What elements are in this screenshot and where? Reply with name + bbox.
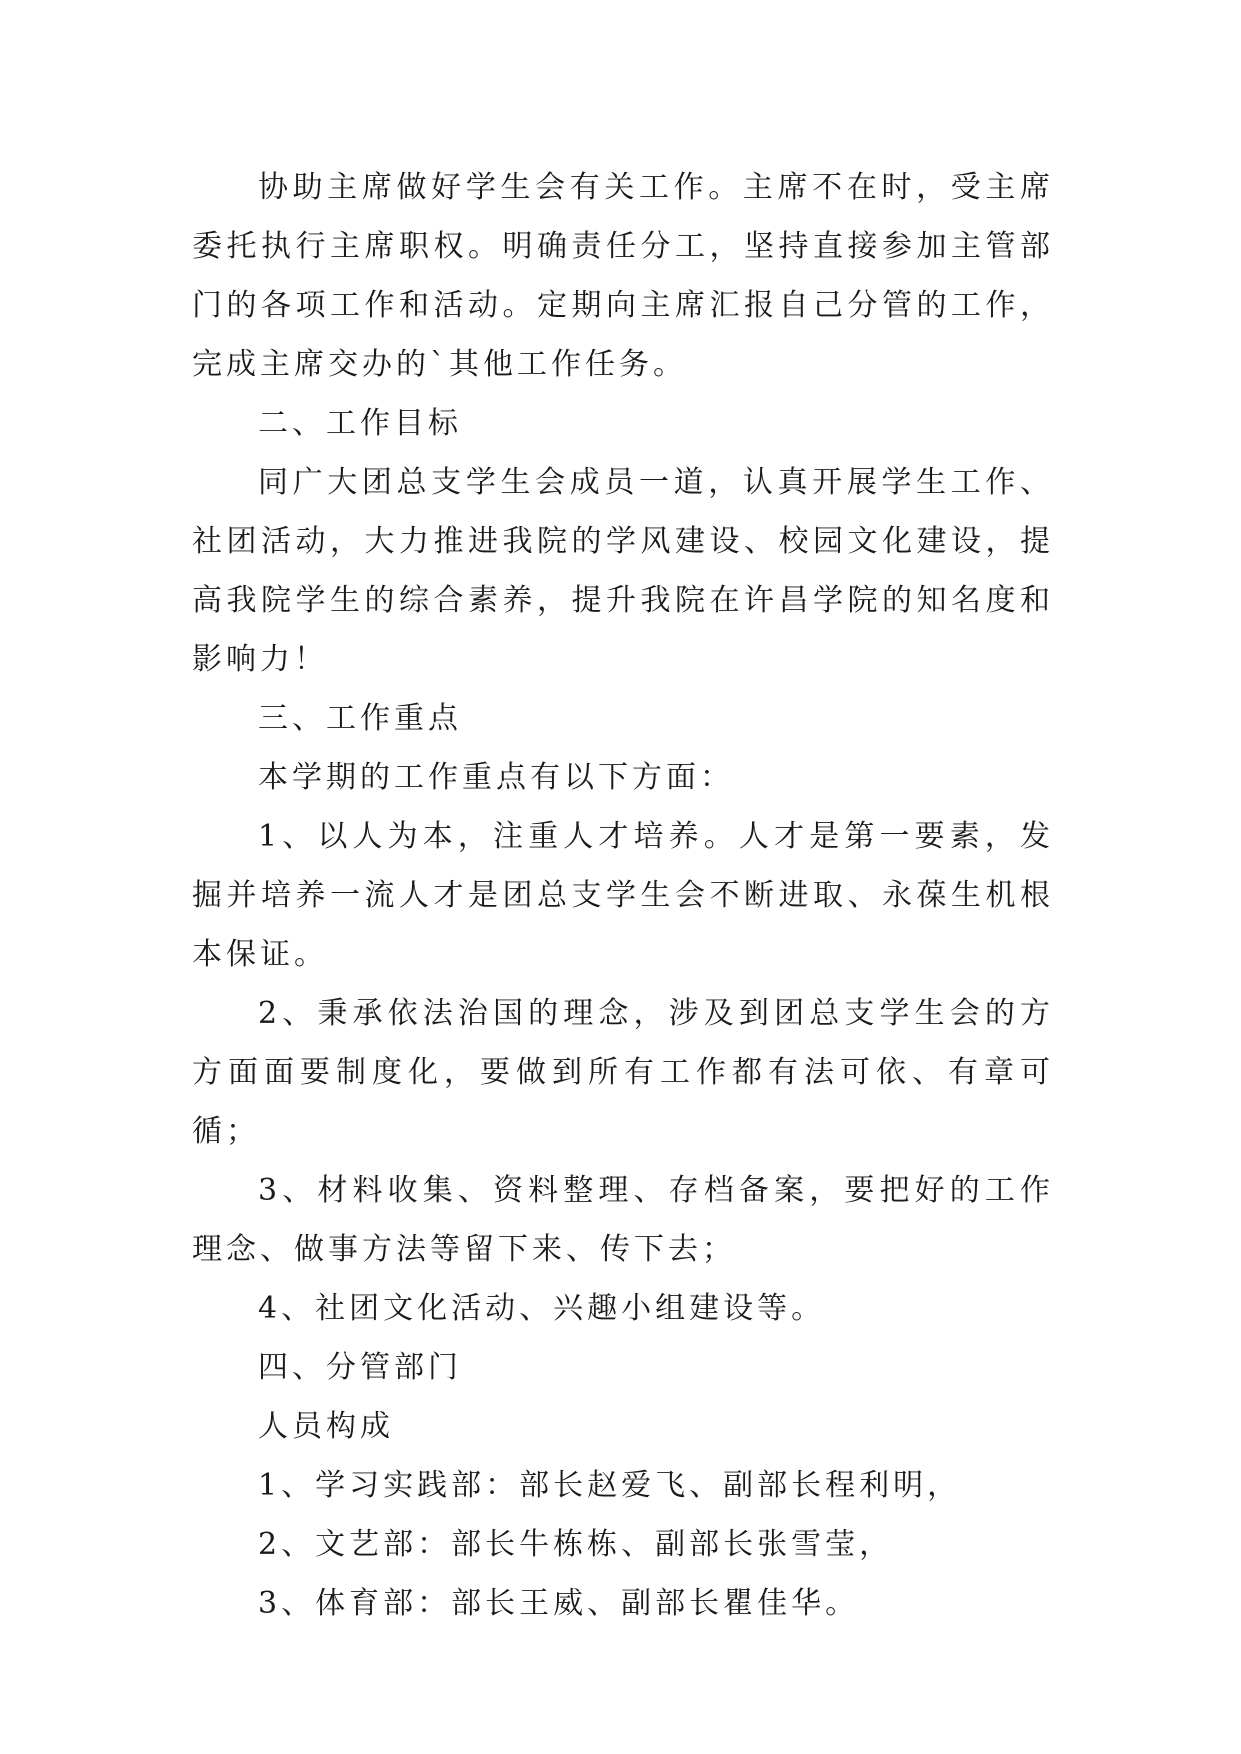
heading-work-goals: 二、工作目标	[258, 406, 462, 441]
list-item-focus-2: 2、秉承依法治国的理念，涉及到团总支学生会的方方面面要制度化，要做到所有工作都有法可依、有章可循；	[192, 996, 1054, 1149]
heading-departments: 四、分管部门	[258, 1350, 462, 1385]
paragraph-focus-intro: 本学期的工作重点有以下方面：	[258, 760, 734, 795]
list-item-dept-3: 3、体育部：部长王威、副部长瞿佳华。	[258, 1586, 860, 1621]
paragraph-goals: 同广大团总支学生会成员一道，认真开展学生工作、社团活动，大力推进我院的学风建设、校园文化建设，提高我院学生的综合素养，提升我院在许昌学院的知名度和影响力！	[192, 465, 1054, 677]
subheading-staff: 人员构成	[258, 1409, 394, 1444]
list-item-focus-4: 4、社团文化活动、兴趣小组建设等。	[258, 1291, 826, 1326]
document-body	[192, 158, 1054, 1633]
list-item-dept-1: 1、学习实践部：部长赵爱飞、副部长程利明，	[258, 1468, 962, 1503]
list-item-focus-3: 3、材料收集、资料整理、存档备案，要把好的工作理念、做事方法等留下来、传下去；	[192, 1173, 1054, 1267]
paragraph-duties: 协助主席做好学生会有关工作。主席不在时，受主席委托执行主席职权。明确责任分工，坚持直接参加主管部门的各项工作和活动。定期向主席汇报自己分管的工作，完成主席交办的`其他工作任务。	[192, 170, 1054, 382]
heading-work-focus: 三、工作重点	[258, 701, 462, 736]
list-item-dept-2: 2、文艺部：部长牛栋栋、副部长张雪莹，	[258, 1527, 894, 1562]
list-item-focus-1: 1、以人为本，注重人才培养。人才是第一要素，发掘并培养一流人才是团总支学生会不断进取、永葆生机根本保证。	[192, 819, 1054, 972]
